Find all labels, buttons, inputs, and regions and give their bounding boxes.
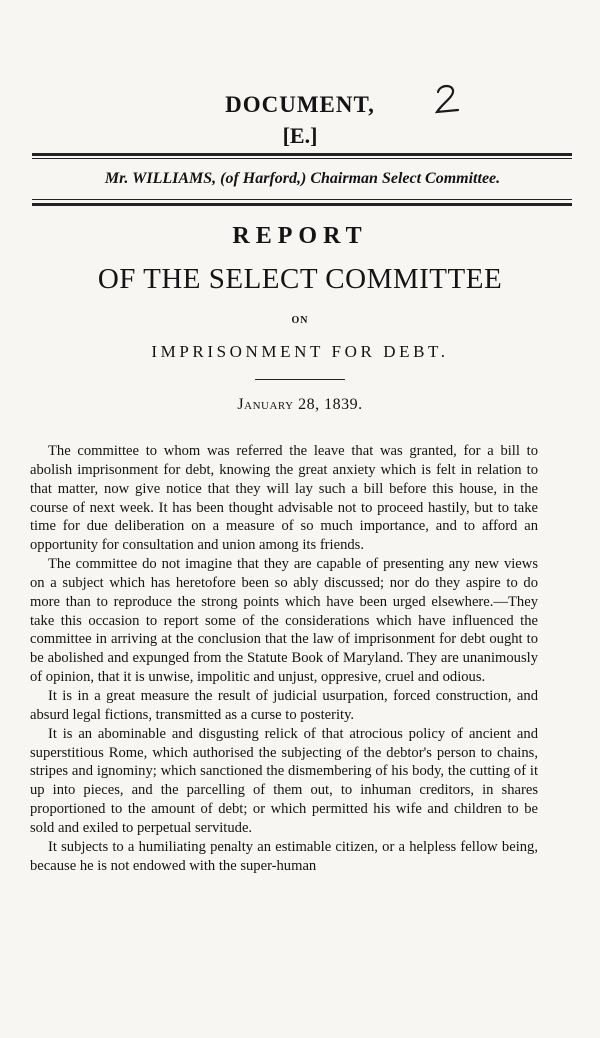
report-date: January 28, 1839.	[237, 396, 363, 413]
bottom-rule-thick	[32, 203, 572, 206]
document-letter: [E.]	[282, 123, 318, 148]
paragraph-2: The committee do not imagine that they are capable of presenting any new views on a subject which has heretofore been so ably discussed; nor do they aspire to do more than to reproduce the strong points which have been urged elsewhere.—They take this occasion to report some of the considerations which have influenced the committee in arriving at the conclusion that the law of imprisonment for debt ought to be abolished and expunged from the Statute Book of Maryland. They are unanimously of opinion, that it is unwise, impolitic and unjust, oppresive, cruel and odious.	[30, 556, 538, 686]
committee-heading: OF THE SELECT COMMITTEE	[97, 263, 503, 295]
paragraph-4: It is an abominable and disgusting relick of that atrocious policy of ancient and superstitious Rome, which authorised the subjecting of the debtor's person to chains, stripes and ignominy; which sanctioned the dismembering of his body, the cutting of it up into pieces, and the parcelling of them out, to inhuman creditors, in shares proportioned to the amount of debt; or which permitted his wife and children to be sold and exiled to perpetual servitude.	[30, 725, 538, 836]
title-divider	[255, 379, 345, 380]
paragraph-1: The committee to whom was referred the leave that was granted, for a bill to abolish imprisonment for debt, knowing the great anxiety which is felt in relation to that matter, now give notice that they will lay such a bill before this house, in the course of next week. It has been thought advisable not to proceed hastily, but to take time for due deliberation on a measure of so much importance, and to afford an opportunity for consultation and union among its friends.	[30, 443, 538, 554]
paragraph-3: It is in a great measure the result of judicial usurpation, forced construction, and absurd legal fictions, transmitted as a curse to posterity.	[30, 687, 538, 723]
author-line: Mr. WILLIAMS, (of Harford,) Chairman Select Committee.	[104, 170, 501, 187]
report-body	[30, 442, 538, 875]
on-word: ON	[291, 315, 309, 326]
subject-heading: IMPRISONMENT FOR DEBT.	[151, 342, 449, 361]
top-rule-thick	[32, 153, 572, 156]
paragraph-5: It subjects to a humiliating penalty an estimable citizen, or a helpless fellow being, because he is not endowed with the super-human	[30, 838, 538, 874]
bottom-rule-thin	[32, 199, 572, 200]
report-heading: REPORT	[232, 223, 368, 249]
top-rule-thin	[32, 158, 572, 159]
document-label: DOCUMENT,	[225, 92, 375, 117]
